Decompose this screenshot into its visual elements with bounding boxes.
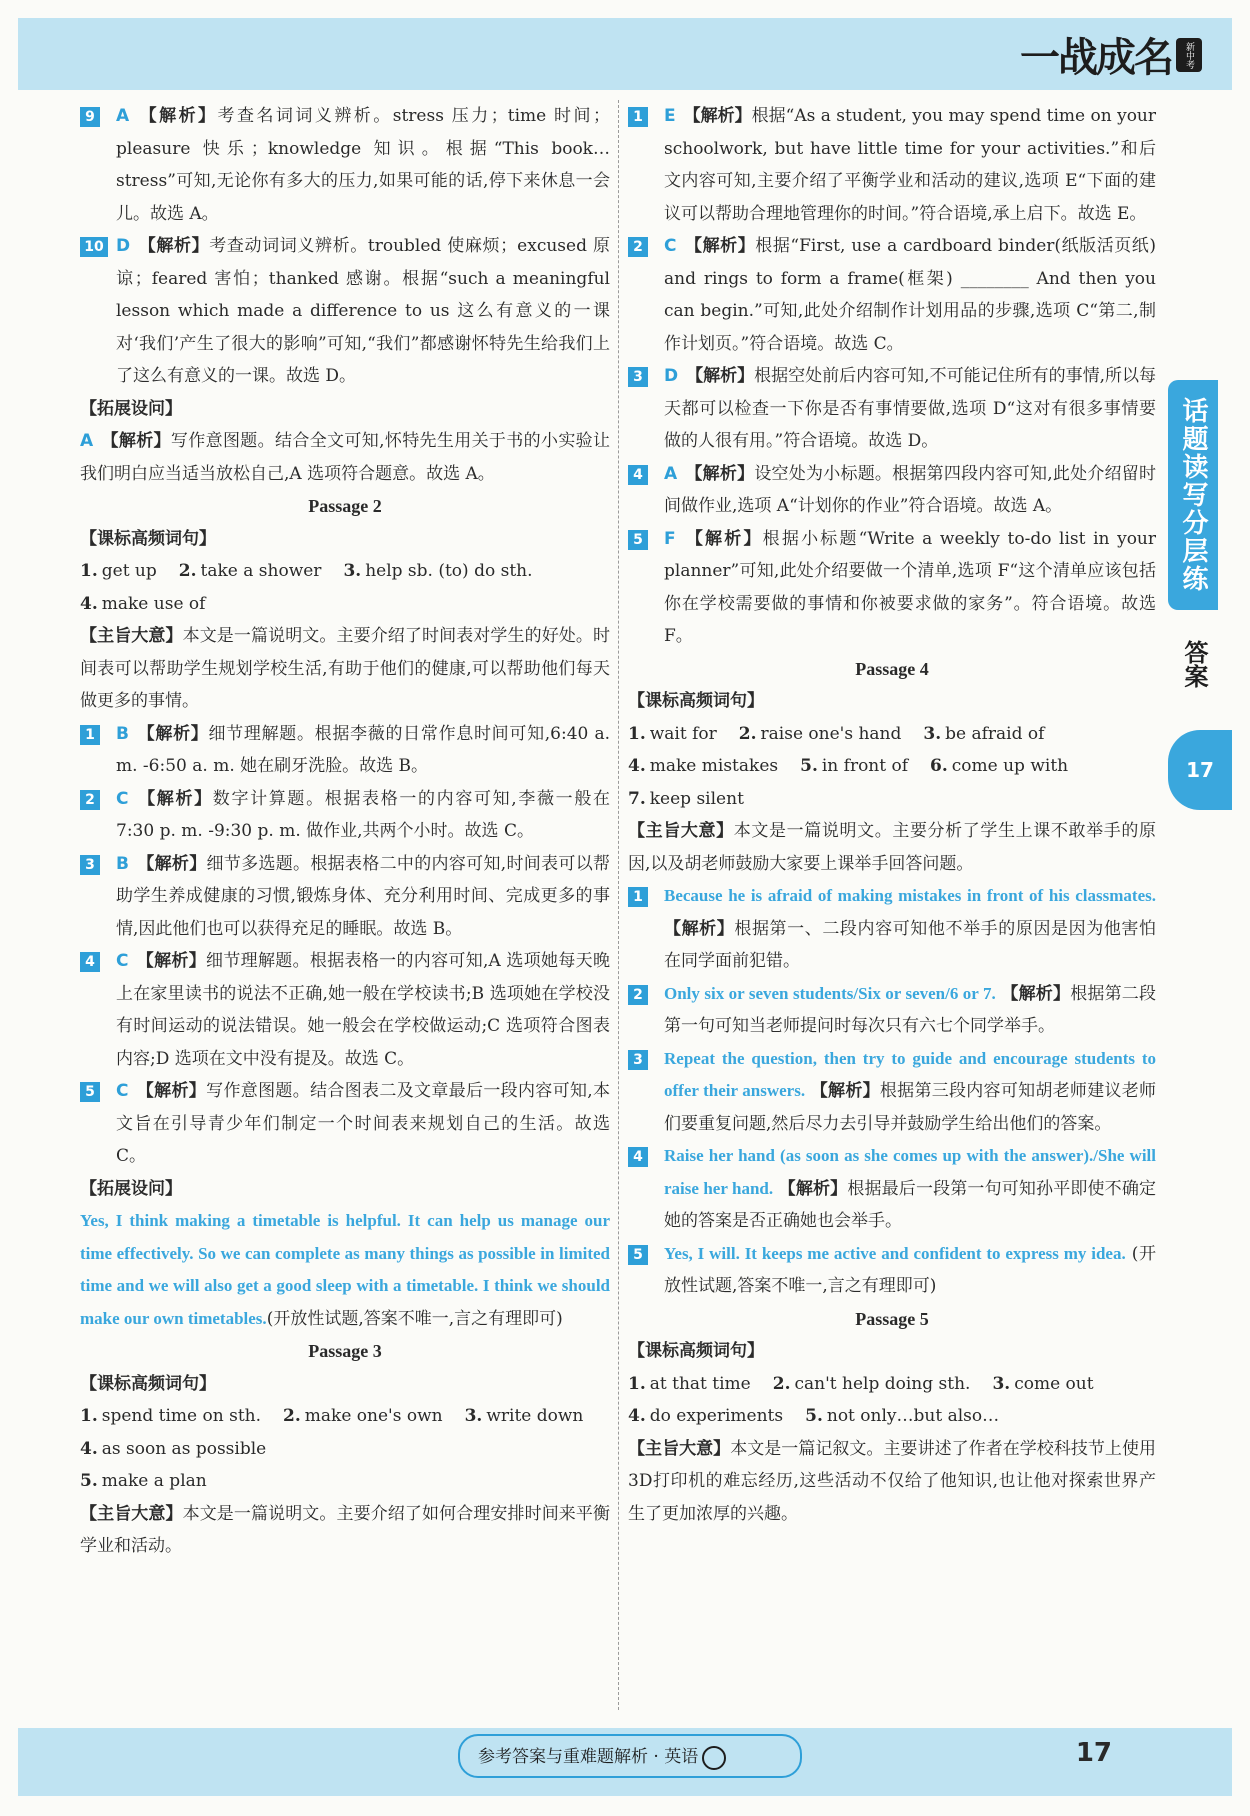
section-title: 【拓展设问】 [80, 1178, 182, 1199]
answer-item: 4 A 【解析】设空处为小标题。根据第四段内容可知,此处介绍留时间做作业,选项 A“计划你的作业”符合语境。故选 A。 [628, 458, 1156, 523]
section-title: 【课标高频词句】 [80, 528, 216, 549]
main-idea: 【主旨大意】本文是一篇说明文。主要介绍了如何合理安排时间来平衡学业和活动。 [80, 1503, 611, 1556]
answer-letter: A [116, 106, 130, 126]
answer-letter: A [80, 431, 94, 451]
answer-item: 3 D 【解析】根据空处前后内容可知,不可能记住所有的事情,所以每天都可以检查一下你是否有事情要做,选项 D“这对有很多事情要做的人很有用。”符合语境。故选 D。 [628, 360, 1156, 458]
answer-item: 1 B 【解析】细节理解题。根据李薇的日常作息时间可知,6:40 a. m. -6:50 a. m. 她在刷牙洗脸。故选 B。 [80, 718, 610, 783]
answer-item: 1 Because he is afraid of making mistakes in front of his classmates. 【解析】根据第一、二段内容可知他不举手的原因是因为他害怕在同学面前犯错。 [628, 880, 1156, 978]
word-list: 1. wait for 2. raise one's hand 3. be afraid of 4. make mistakes 5. in front of 6. come up with 7. keep silent [628, 723, 1069, 809]
extension-answer: Yes, I think making a timetable is helpful. It can help us manage our time effectively. So we can complete as many things as possible in limited time and we will also get a good sleep with a timetable. I think we should make our own timetables.(开放性试题,答案不唯一,言之有理即可) [80, 1211, 610, 1329]
answer-label: 答案 [1180, 640, 1208, 688]
analysis-text: 考查名词词义辨析。stress 压力；time 时间；pleasure 快乐；knowledge 知识。根据“This book… stress”可知,无论你有多大的压力,如果可能的话,停下来休息一会儿。故选 A。 [116, 106, 610, 224]
footer-bar [18, 1728, 1232, 1796]
passage-title: Passage 2 [308, 496, 382, 516]
answer-item: 5 Yes, I will. It keeps me active and confident to express my idea. (开放性试题,答案不唯一,言之有理即可) [628, 1238, 1156, 1303]
brand-logo: 一战成名 [1020, 35, 1172, 81]
question-number: 9 [80, 107, 100, 127]
word-list: 1. spend time on sth. 2. make one's own 3. write down 4. as soon as possible 5. make a plan [80, 1406, 584, 1491]
answer-item: 5 C 【解析】写作意图题。结合图表二及文章最后一段内容可知,本文旨在引导青少年们制定一个时间表来规划自己的生活。故选 C。 [80, 1075, 610, 1173]
passage-title: Passage 3 [308, 1341, 382, 1361]
right-column [628, 100, 1156, 1530]
extension-item [80, 425, 610, 490]
answer-item: 3 B 【解析】细节多选题。根据表格二中的内容可知,时间表可以帮助学生养成健康的习惯,锻炼身体、充分利用时间、完成更多的事情,因此他们也可以获得充足的睡眠。故选 B。 [80, 848, 610, 946]
page-tab: 17 [1168, 730, 1232, 810]
answer-item: 4 Raise her hand (as soon as she comes up with the answer)./She will raise her hand. 【解析】根据最后一段第一句可知孙平即使不确定她的答案是否正确她也会举手。 [628, 1140, 1156, 1238]
analysis-tag: 【解析】 [101, 431, 171, 451]
word-item: 1. get up [80, 561, 157, 581]
analysis-tag: 【解析】 [137, 106, 218, 126]
word-list: 1. at that time 2. can't help doing sth. 3. come out 4. do experiments 5. not only…but also… [628, 1373, 1094, 1426]
passage-title: Passage 4 [855, 658, 929, 679]
section-title: 【课标高频词句】 [628, 691, 764, 711]
answer-item [80, 100, 610, 230]
word-item: 3. help sb. (to) do sth. [343, 561, 533, 581]
answer-item: 2 C 【解析】根据“First, use a cardboard binder(纸版活页纸) and rings to form a frame(框架) ________ And then you can begin.”可知,此处介绍制作计划用品的步骤,选项 C“第二,制作计划页。”符合语境。故选 C。 [628, 230, 1156, 360]
main-idea: 【主旨大意】本文是一篇说明文。主要分析了学生上课不敢举手的原因,以及胡老师鼓励大家要上课举手回答问题。 [628, 821, 1157, 874]
answer-item [80, 230, 610, 393]
answer-item: 1 E 【解析】根据“As a student, you may spend time on your schoolwork, but have little time for your activities.”和后文内容可知,主要介绍了平衡学业和活动的建议,选项 E“下面的建议可以帮助合理地管理你的时间。”符合语境,承上启下。故选 E。 [628, 100, 1156, 230]
magnifier-icon [702, 1746, 726, 1770]
question-number: 10 [80, 237, 108, 257]
section-title: 【拓展设问】 [80, 398, 182, 419]
brand-tag: 新中考 [1176, 38, 1202, 72]
answer-item: 3 Repeat the question, then try to guide and encourage students to offer their answers. 【解析】根据第三段内容可知胡老师建议老师们要重复问题,然后尽力去引导并鼓励学生给出他们的答案。 [628, 1043, 1156, 1141]
column-divider [618, 100, 619, 1710]
analysis-tag: 【解析】 [138, 236, 210, 256]
word-item: 4. make use of [80, 593, 206, 614]
passage-title: Passage 5 [855, 1308, 929, 1329]
analysis-text: 考查动词词义辨析。troubled 使麻烦；excused 原谅；feared 害怕；thanked 感谢。根据“such a meaningful lesson which made a difference to us 这么有意义的一课对‘我们’产生了很大的影响”可知,“我们”都感谢怀特先生给我们上了这么有意义的一课。故选 D。 [116, 236, 610, 386]
word-list [80, 555, 610, 620]
answer-item: 2 Only six or seven students/Six or seven/6 or 7. 【解析】根据第二段第一句可知当老师提问时每次只有六七个同学举手。 [628, 978, 1156, 1043]
section-title: 【课标高频词句】 [628, 1341, 764, 1361]
page-number: 17 [1075, 1738, 1112, 1768]
answer-letter: D [116, 236, 131, 256]
footer-text: 参考答案与重难题解析 · 英语 [478, 1742, 726, 1770]
main-idea: 【主旨大意】本文是一篇记叙文。主要讲述了作者在学校科技节上使用3D打印机的难忘经历,这些活动不仅给了他知识,也让他对探索世界产生了更加浓厚的兴趣。 [628, 1438, 1157, 1524]
answer-item: 4 C 【解析】细节理解题。根据表格一的内容可知,A 选项她每天晚上在家里读书的说法不正确,她一般在学校读书;B 选项她在学校没有时间运动的说法错误。她一般会在学校做运动;C 选项符合图表内容;D 选项在文中没有提及。故选 C。 [80, 945, 610, 1075]
section-title: 【课标高频词句】 [80, 1373, 216, 1394]
answer-item: 2 C 【解析】数字计算题。根据表格一的内容可知,李薇一般在 7:30 p. m. -9:30 p. m. 做作业,共两个小时。故选 C。 [80, 783, 610, 848]
word-item: 2. take a shower [178, 561, 322, 581]
header-bar [18, 18, 1232, 90]
topic-tab: 话题读写分层练 [1168, 380, 1218, 610]
left-column [80, 100, 610, 1563]
analysis-text: 写作意图题。结合全文可知,怀特先生用关于书的小实验让我们明白应当适当放松自己,A 选项符合题意。故选 A。 [80, 431, 611, 484]
main-idea: 【主旨大意】本文是一篇说明文。主要介绍了时间表对学生的好处。时间表可以帮助学生规划学校生活,有助于他们的健康,可以帮助他们每天做更多的事情。 [80, 626, 611, 711]
answer-item: 5 F 【解析】根据小标题“Write a weekly to-do list in your planner”可知,此处介绍要做一个清单,选项 F“这个清单应该包括你在学校需要做的事情和你被要求做的家务”。符合语境。故选 F。 [628, 523, 1156, 653]
